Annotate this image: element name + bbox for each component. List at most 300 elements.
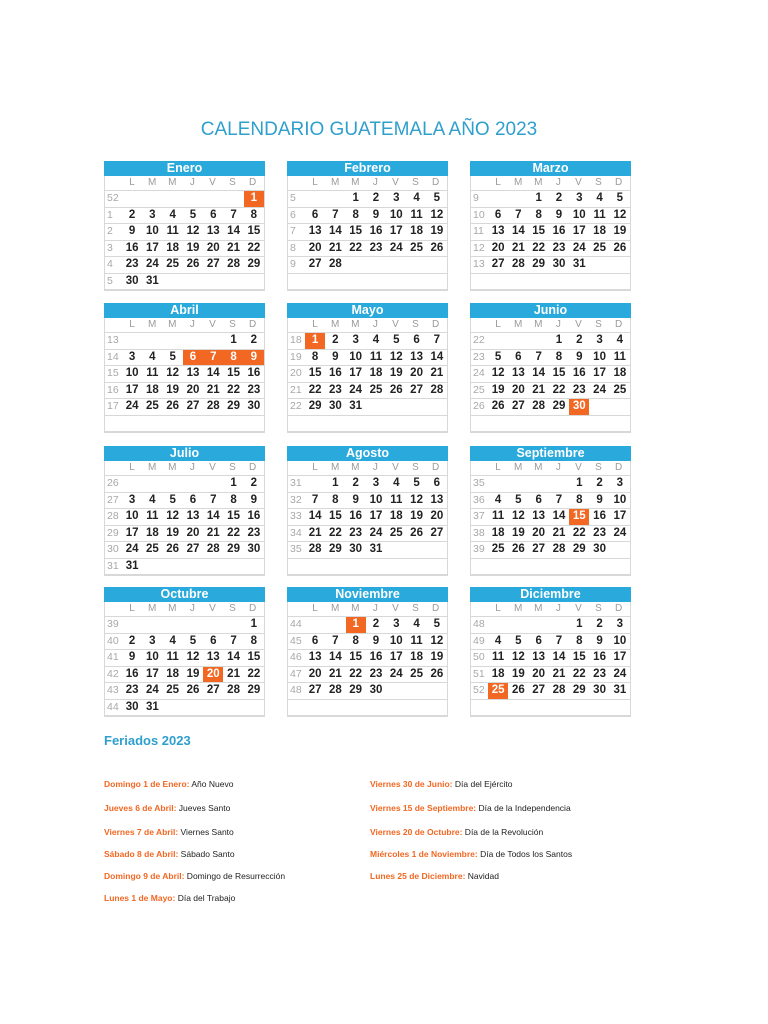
day-cell bbox=[346, 257, 366, 273]
month-octubre bbox=[104, 587, 265, 717]
day-cell: 31 bbox=[369, 543, 383, 555]
week-number: 47 bbox=[290, 667, 302, 680]
day-cell: 7 bbox=[515, 208, 522, 221]
month-name: Agosto bbox=[287, 446, 448, 461]
day-cell: 13 bbox=[206, 651, 220, 663]
day-cell: 26 bbox=[511, 543, 525, 555]
week-row bbox=[288, 559, 447, 576]
weekday-label: J bbox=[372, 462, 378, 473]
weekday-label: J bbox=[372, 603, 378, 614]
weekday-label: S bbox=[595, 462, 602, 473]
day-cell: 20 bbox=[491, 241, 505, 254]
weekday-label: D bbox=[431, 603, 440, 614]
holiday-name: Navidad bbox=[465, 871, 499, 881]
day-cell: 8 bbox=[250, 208, 258, 221]
day-cell: 24 bbox=[613, 667, 627, 680]
day-cell: 3 bbox=[352, 334, 359, 346]
day-cell: 2 bbox=[555, 192, 563, 204]
week-row bbox=[471, 383, 630, 400]
day-cell: 22 bbox=[308, 383, 322, 396]
day-cell: 6 bbox=[210, 634, 217, 647]
day-cell: 29 bbox=[308, 400, 322, 412]
weekday-label: L bbox=[495, 603, 501, 614]
day-cell: 31 bbox=[145, 700, 159, 713]
day-cell: 31 bbox=[572, 258, 586, 270]
week-row bbox=[471, 399, 630, 416]
week-row bbox=[105, 399, 264, 416]
holiday-date: Lunes 1 de Mayo: bbox=[104, 893, 176, 903]
weekday-label: S bbox=[229, 462, 236, 473]
week-row bbox=[105, 333, 264, 350]
day-cell: 18 bbox=[145, 526, 159, 539]
day-cell bbox=[183, 617, 203, 633]
week-row bbox=[288, 493, 447, 510]
day-cell: 15 bbox=[349, 225, 363, 237]
day-cell: 21 bbox=[532, 383, 546, 396]
day-cell bbox=[305, 274, 325, 290]
day-cell: 11 bbox=[613, 350, 626, 363]
weekday-label: D bbox=[431, 462, 440, 473]
weekday-header bbox=[105, 176, 264, 191]
day-cell: 3 bbox=[149, 208, 156, 221]
weekday-label: M bbox=[513, 462, 523, 473]
day-cell: 17 bbox=[593, 367, 606, 379]
day-cell: 14 bbox=[308, 510, 322, 522]
week-row bbox=[471, 257, 630, 274]
day-cell: 5 bbox=[413, 477, 420, 489]
week-number: 31 bbox=[290, 477, 302, 489]
holiday-date: Viernes 15 de Septiembre: bbox=[370, 803, 477, 813]
week-row bbox=[471, 617, 630, 634]
day-cell: 21 bbox=[206, 383, 220, 396]
weekday-label: V bbox=[575, 319, 582, 330]
day-cell: 21 bbox=[206, 526, 220, 539]
day-cell bbox=[427, 274, 447, 290]
day-cell: 1 bbox=[230, 477, 237, 489]
weekday-label: L bbox=[495, 177, 501, 188]
day-cell bbox=[346, 559, 366, 575]
day-cell: 27 bbox=[308, 684, 322, 696]
day-cell: 26 bbox=[389, 383, 403, 396]
day-cell: 10 bbox=[145, 225, 159, 237]
day-cell bbox=[142, 416, 162, 432]
day-cell: 12 bbox=[613, 208, 627, 221]
week-row bbox=[471, 366, 630, 383]
week-number: 14 bbox=[107, 350, 119, 363]
day-cell bbox=[508, 476, 528, 492]
day-cell: 11 bbox=[410, 634, 423, 647]
day-cell: 7 bbox=[555, 493, 563, 506]
week-number bbox=[105, 416, 122, 432]
holiday-name: Día del Ejército bbox=[452, 779, 513, 789]
day-cell: 20 bbox=[308, 667, 322, 680]
day-cell: 22 bbox=[532, 241, 546, 254]
day-cell bbox=[406, 559, 426, 575]
day-cell: 20 bbox=[186, 383, 200, 396]
week-number: 37 bbox=[473, 510, 485, 522]
weekday-header bbox=[105, 602, 264, 617]
day-cell: 7 bbox=[332, 634, 339, 647]
day-cell: 28 bbox=[206, 543, 220, 555]
day-cell: 30 bbox=[328, 400, 342, 412]
day-cell: 9 bbox=[250, 493, 258, 506]
day-cell: 3 bbox=[149, 634, 156, 647]
weekday-label: D bbox=[614, 177, 623, 188]
day-cell: 29 bbox=[247, 684, 261, 696]
day-cell: 11 bbox=[166, 651, 179, 663]
weekday-label: S bbox=[412, 603, 419, 614]
week-number: 6 bbox=[290, 208, 296, 221]
day-cell: 29 bbox=[328, 543, 342, 555]
day-cell: 29 bbox=[227, 400, 240, 412]
day-cell bbox=[142, 191, 162, 207]
day-cell: 3 bbox=[128, 350, 136, 363]
week-row bbox=[288, 208, 447, 225]
holiday-day-cell: 9 bbox=[244, 350, 264, 366]
day-cell: 9 bbox=[332, 350, 339, 363]
holiday-date: Lunes 25 de Diciembre: bbox=[370, 871, 466, 881]
day-cell: 30 bbox=[593, 684, 606, 696]
day-cell: 14 bbox=[328, 225, 342, 237]
day-cell: 18 bbox=[410, 651, 423, 663]
day-cell: 9 bbox=[555, 208, 563, 221]
day-cell bbox=[488, 559, 508, 575]
holiday-item bbox=[370, 849, 572, 859]
week-number: 40 bbox=[107, 634, 119, 647]
week-row bbox=[288, 509, 447, 526]
day-cell bbox=[529, 476, 549, 492]
day-cell: 13 bbox=[511, 367, 525, 379]
day-cell bbox=[427, 559, 447, 575]
day-cell: 14 bbox=[328, 651, 342, 663]
day-cell: 17 bbox=[125, 526, 139, 539]
day-cell bbox=[589, 416, 609, 432]
week-number bbox=[288, 416, 305, 432]
day-cell: 26 bbox=[166, 400, 180, 412]
page-title: CALENDARIO GUATEMALA AÑO 2023 bbox=[200, 119, 538, 140]
weekday-label: V bbox=[209, 603, 216, 614]
holiday-date: Viernes 30 de Junio: bbox=[370, 779, 453, 789]
day-cell: 29 bbox=[532, 258, 546, 270]
week-row bbox=[471, 333, 630, 350]
day-cell: 11 bbox=[369, 350, 383, 363]
day-cell: 27 bbox=[491, 258, 505, 270]
day-cell: 23 bbox=[349, 526, 363, 539]
week-row bbox=[471, 241, 630, 258]
week-number: 31 bbox=[107, 559, 119, 572]
day-cell: 29 bbox=[572, 543, 586, 555]
day-cell bbox=[549, 617, 569, 633]
day-cell: 26 bbox=[430, 241, 444, 254]
week-row bbox=[471, 476, 630, 493]
holiday-name: Viernes Santo bbox=[178, 827, 234, 837]
day-cell: 3 bbox=[576, 192, 583, 204]
weekday-label: V bbox=[575, 462, 582, 473]
day-cell: 19 bbox=[430, 225, 444, 237]
day-cell: 27 bbox=[308, 258, 322, 270]
day-cell: 8 bbox=[352, 634, 359, 647]
day-cell: 10 bbox=[389, 634, 403, 647]
day-cell: 23 bbox=[593, 667, 606, 680]
day-cell: 6 bbox=[311, 208, 319, 221]
day-cell bbox=[508, 700, 528, 716]
week-number: 36 bbox=[473, 493, 485, 506]
weekday-header bbox=[105, 461, 264, 476]
day-cell: 29 bbox=[227, 543, 240, 555]
weekday-label: J bbox=[555, 177, 561, 188]
day-cell bbox=[508, 416, 528, 432]
weekday-header bbox=[288, 602, 447, 617]
holiday-item bbox=[104, 803, 230, 813]
weekday-label: J bbox=[555, 462, 561, 473]
week-row bbox=[288, 224, 447, 241]
week-number: 33 bbox=[290, 510, 302, 522]
weekday-label: V bbox=[392, 462, 399, 473]
weekday-label: L bbox=[129, 177, 135, 188]
day-cell: 29 bbox=[247, 258, 261, 270]
week-number: 5 bbox=[107, 274, 113, 287]
day-cell: 3 bbox=[616, 618, 624, 630]
day-cell: 24 bbox=[349, 383, 363, 396]
day-cell: 1 bbox=[230, 334, 237, 346]
day-cell: 11 bbox=[410, 208, 423, 221]
day-cell: 27 bbox=[206, 684, 220, 696]
weekday-label: M bbox=[534, 603, 543, 614]
day-cell bbox=[427, 399, 447, 415]
day-cell bbox=[427, 700, 447, 716]
weekday-label: M bbox=[168, 177, 177, 188]
day-cell: 9 bbox=[128, 651, 136, 663]
day-cell: 30 bbox=[552, 258, 566, 270]
week-row bbox=[288, 350, 447, 367]
day-cell: 3 bbox=[372, 477, 380, 489]
weekday-label: J bbox=[555, 603, 561, 614]
holiday-item bbox=[104, 779, 233, 789]
day-cell: 15 bbox=[328, 510, 342, 522]
week-row bbox=[471, 542, 630, 559]
weekday-label: S bbox=[595, 177, 602, 188]
day-cell: 5 bbox=[515, 493, 522, 506]
week-number: 2 bbox=[107, 225, 113, 237]
day-cell: 3 bbox=[616, 477, 624, 489]
weekday-label: M bbox=[351, 462, 360, 473]
week-row bbox=[105, 191, 264, 208]
week-row bbox=[288, 667, 447, 684]
day-cell bbox=[203, 617, 223, 633]
week-number: 44 bbox=[290, 618, 302, 630]
weekday-label: M bbox=[168, 462, 177, 473]
day-cell: 21 bbox=[552, 667, 566, 680]
week-number: 18 bbox=[290, 334, 302, 346]
day-cell: 7 bbox=[535, 350, 542, 363]
weekday-label: M bbox=[168, 319, 177, 330]
day-cell: 10 bbox=[125, 367, 139, 379]
day-cell bbox=[305, 559, 325, 575]
day-cell: 18 bbox=[389, 510, 403, 522]
day-cell: 18 bbox=[166, 667, 180, 680]
day-cell: 26 bbox=[613, 241, 627, 254]
week-number: 48 bbox=[290, 684, 302, 696]
day-cell: 23 bbox=[369, 241, 383, 254]
day-cell: 6 bbox=[311, 634, 319, 647]
day-cell bbox=[529, 416, 549, 432]
day-cell: 25 bbox=[593, 241, 606, 254]
day-cell: 28 bbox=[511, 258, 525, 270]
day-cell: 1 bbox=[250, 618, 258, 630]
week-number: 30 bbox=[107, 543, 119, 555]
day-cell: 21 bbox=[308, 526, 322, 539]
day-cell: 4 bbox=[494, 634, 502, 647]
day-cell bbox=[142, 617, 162, 633]
day-cell bbox=[549, 476, 569, 492]
day-cell: 28 bbox=[227, 684, 240, 696]
holiday-date: Viernes 20 de Octubre: bbox=[370, 827, 463, 837]
weekday-label: M bbox=[147, 319, 157, 330]
day-cell: 24 bbox=[145, 258, 159, 270]
weekday-label: D bbox=[248, 603, 257, 614]
week-row bbox=[471, 416, 630, 433]
holiday-name: Día de Todos los Santos bbox=[477, 849, 573, 859]
day-cell: 23 bbox=[552, 241, 566, 254]
day-cell bbox=[244, 416, 264, 432]
day-cell: 10 bbox=[125, 510, 139, 522]
day-cell: 14 bbox=[532, 367, 546, 379]
holiday-item bbox=[370, 871, 499, 881]
week-number: 4 bbox=[107, 258, 113, 270]
week-number: 35 bbox=[290, 543, 302, 555]
day-cell bbox=[610, 416, 630, 432]
day-cell: 2 bbox=[352, 477, 359, 489]
weekday-label: M bbox=[147, 177, 157, 188]
day-cell: 2 bbox=[596, 477, 603, 489]
day-cell: 25 bbox=[491, 543, 505, 555]
day-cell: 22 bbox=[328, 526, 342, 539]
day-cell: 7 bbox=[433, 334, 441, 346]
day-cell: 20 bbox=[532, 526, 546, 539]
week-row bbox=[471, 667, 630, 684]
day-cell: 28 bbox=[328, 258, 342, 270]
day-cell: 9 bbox=[128, 225, 136, 237]
day-cell: 16 bbox=[349, 510, 363, 522]
week-number: 1 bbox=[107, 208, 113, 221]
day-cell bbox=[406, 274, 426, 290]
week-row bbox=[471, 350, 630, 367]
day-cell: 27 bbox=[532, 684, 546, 696]
day-cell: 21 bbox=[328, 241, 342, 254]
weekday-label: M bbox=[351, 603, 360, 614]
day-cell: 19 bbox=[511, 526, 525, 539]
week-row bbox=[471, 274, 630, 291]
day-cell: 19 bbox=[389, 367, 403, 379]
day-cell: 3 bbox=[128, 493, 136, 506]
day-cell: 16 bbox=[125, 241, 139, 254]
weekday-label: L bbox=[312, 603, 318, 614]
week-number: 35 bbox=[473, 477, 485, 489]
holiday-date: Domingo 9 de Abril: bbox=[104, 871, 185, 881]
day-cell: 11 bbox=[593, 208, 606, 221]
day-cell: 15 bbox=[247, 651, 261, 663]
weekday-label: D bbox=[248, 177, 257, 188]
day-cell: 22 bbox=[349, 667, 363, 680]
holiday-name: Sábado Santo bbox=[178, 849, 235, 859]
day-cell bbox=[549, 559, 569, 575]
day-cell: 24 bbox=[145, 684, 159, 696]
week-row bbox=[471, 224, 630, 241]
week-row bbox=[288, 241, 447, 258]
month-septiembre bbox=[470, 446, 631, 576]
weekday-header bbox=[471, 602, 630, 617]
day-cell: 21 bbox=[552, 526, 566, 539]
holiday-day-cell: 6 bbox=[183, 350, 203, 366]
day-cell bbox=[163, 476, 183, 492]
week-number: 29 bbox=[107, 526, 119, 539]
week-number: 9 bbox=[290, 258, 296, 270]
day-cell: 24 bbox=[389, 667, 403, 680]
day-cell bbox=[366, 700, 386, 716]
month-marzo bbox=[470, 161, 631, 291]
day-cell bbox=[366, 416, 386, 432]
week-number bbox=[288, 559, 305, 575]
day-cell: 16 bbox=[369, 651, 383, 663]
month-name: Diciembre bbox=[470, 587, 631, 602]
day-cell: 14 bbox=[206, 367, 220, 379]
week-row bbox=[105, 241, 264, 258]
holidays-heading: Feriados 2023 bbox=[104, 733, 191, 748]
weekday-header bbox=[471, 318, 630, 333]
day-cell bbox=[244, 559, 264, 575]
day-cell: 2 bbox=[596, 618, 603, 630]
day-cell bbox=[305, 617, 325, 633]
day-cell: 14 bbox=[511, 225, 525, 237]
day-cell bbox=[366, 274, 386, 290]
day-cell: 10 bbox=[593, 350, 606, 363]
day-cell: 14 bbox=[552, 510, 566, 522]
day-cell: 7 bbox=[230, 208, 237, 221]
day-cell bbox=[305, 416, 325, 432]
day-cell: 18 bbox=[593, 225, 606, 237]
day-cell: 4 bbox=[372, 334, 380, 346]
day-cell: 20 bbox=[511, 383, 525, 396]
day-cell: 25 bbox=[613, 383, 627, 396]
day-cell: 15 bbox=[572, 651, 586, 663]
week-number: 25 bbox=[473, 383, 485, 396]
week-row bbox=[105, 350, 264, 367]
day-cell: 5 bbox=[616, 192, 624, 204]
day-cell: 7 bbox=[332, 208, 339, 221]
day-cell: 15 bbox=[552, 367, 566, 379]
day-cell: 22 bbox=[247, 667, 261, 680]
day-cell bbox=[305, 476, 325, 492]
day-cell: 17 bbox=[145, 241, 159, 254]
week-number bbox=[288, 700, 305, 716]
day-cell bbox=[488, 333, 508, 349]
day-cell bbox=[346, 274, 366, 290]
day-cell bbox=[610, 542, 630, 558]
day-cell: 12 bbox=[186, 225, 200, 237]
weekday-label: D bbox=[614, 319, 623, 330]
day-cell bbox=[427, 416, 447, 432]
day-cell: 24 bbox=[125, 543, 139, 555]
day-cell: 12 bbox=[410, 493, 423, 506]
day-cell: 29 bbox=[552, 400, 566, 412]
week-row bbox=[288, 274, 447, 291]
day-cell bbox=[406, 257, 426, 273]
day-cell: 18 bbox=[166, 241, 180, 254]
day-cell: 2 bbox=[332, 334, 339, 346]
day-cell: 14 bbox=[206, 510, 220, 522]
day-cell: 6 bbox=[494, 208, 502, 221]
day-cell: 19 bbox=[613, 225, 627, 237]
